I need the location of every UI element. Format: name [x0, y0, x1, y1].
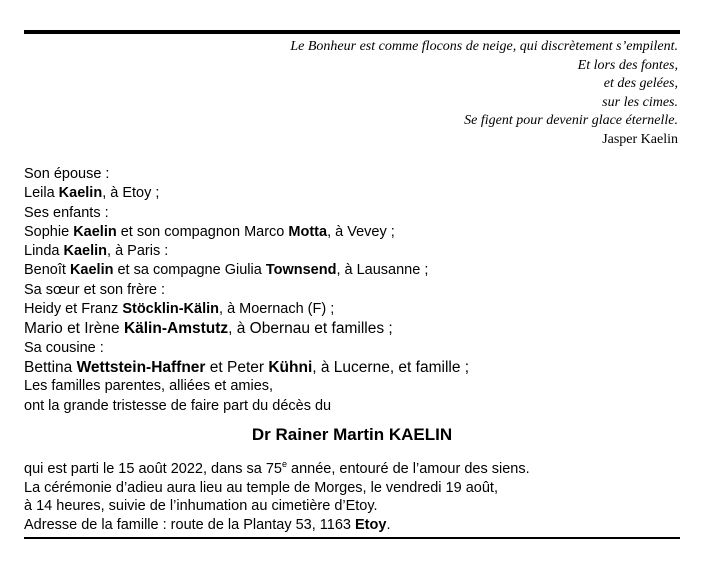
family-line: Linda Kaelin, à Paris : [24, 243, 169, 260]
poem-line: sur les cimes. [602, 94, 678, 110]
deceased-name: Dr Rainer Martin KAELIN [251, 425, 453, 444]
family-address: Adresse de la famille : route de la Plantay 53, 1163 Etoy. [24, 516, 391, 533]
family-line: Sa cousine : [24, 339, 104, 356]
family-line: ont la grande tristesse de faire part du décès du [24, 397, 332, 414]
poem-line: Le Bonheur est comme flocons de neige, qui discrètement s’empilent. [290, 39, 678, 54]
poem-author: Jasper Kaelin [602, 131, 678, 147]
family-line: Leila Kaelin, à Etoy ; [24, 185, 160, 202]
bottom-rule [24, 537, 680, 539]
epigraph-poem [178, 38, 678, 150]
top-rule [24, 30, 680, 34]
family-line: Benoît Kaelin et sa compagne Giulia Townsend, à Lausanne ; [24, 262, 429, 279]
poem-line: Et lors des fontes, [577, 57, 678, 73]
poem-line: et des gelées, [603, 76, 678, 92]
details-line: qui est parti le 15 août 2022, dans sa 75e année, entouré de l’amour des siens. [24, 459, 530, 477]
family-line: Les familles parentes, alliées et amies, [24, 378, 274, 395]
details-line: La cérémonie d’adieu aura lieu au temple de Morges, le vendredi 19 août, [24, 479, 498, 496]
family-line: Son épouse : [24, 166, 110, 182]
family-line: Mario et Irène Kälin-Amstutz, à Obernau et familles ; [24, 320, 393, 338]
family-line: Heidy et Franz Stöcklin-Kälin, à Moernach (F) ; [24, 301, 335, 318]
ceremony-details [24, 460, 664, 534]
details-line: à 14 heures, suivie de l’inhumation au cimetière d’Etoy. [24, 498, 378, 514]
family-line: Ses enfants : [24, 204, 109, 221]
poem-line: Se figent pour devenir glace éternelle. [464, 113, 678, 129]
family-line: Sophie Kaelin et son compagnon Marco Motta, à Vevey ; [24, 223, 395, 240]
family-line: Sa sœur et son frère : [24, 281, 166, 298]
family-line: Bettina Wettstein-Haffner et Peter Kühni, à Lucerne, et famille ; [24, 358, 470, 376]
family-list [24, 165, 664, 416]
